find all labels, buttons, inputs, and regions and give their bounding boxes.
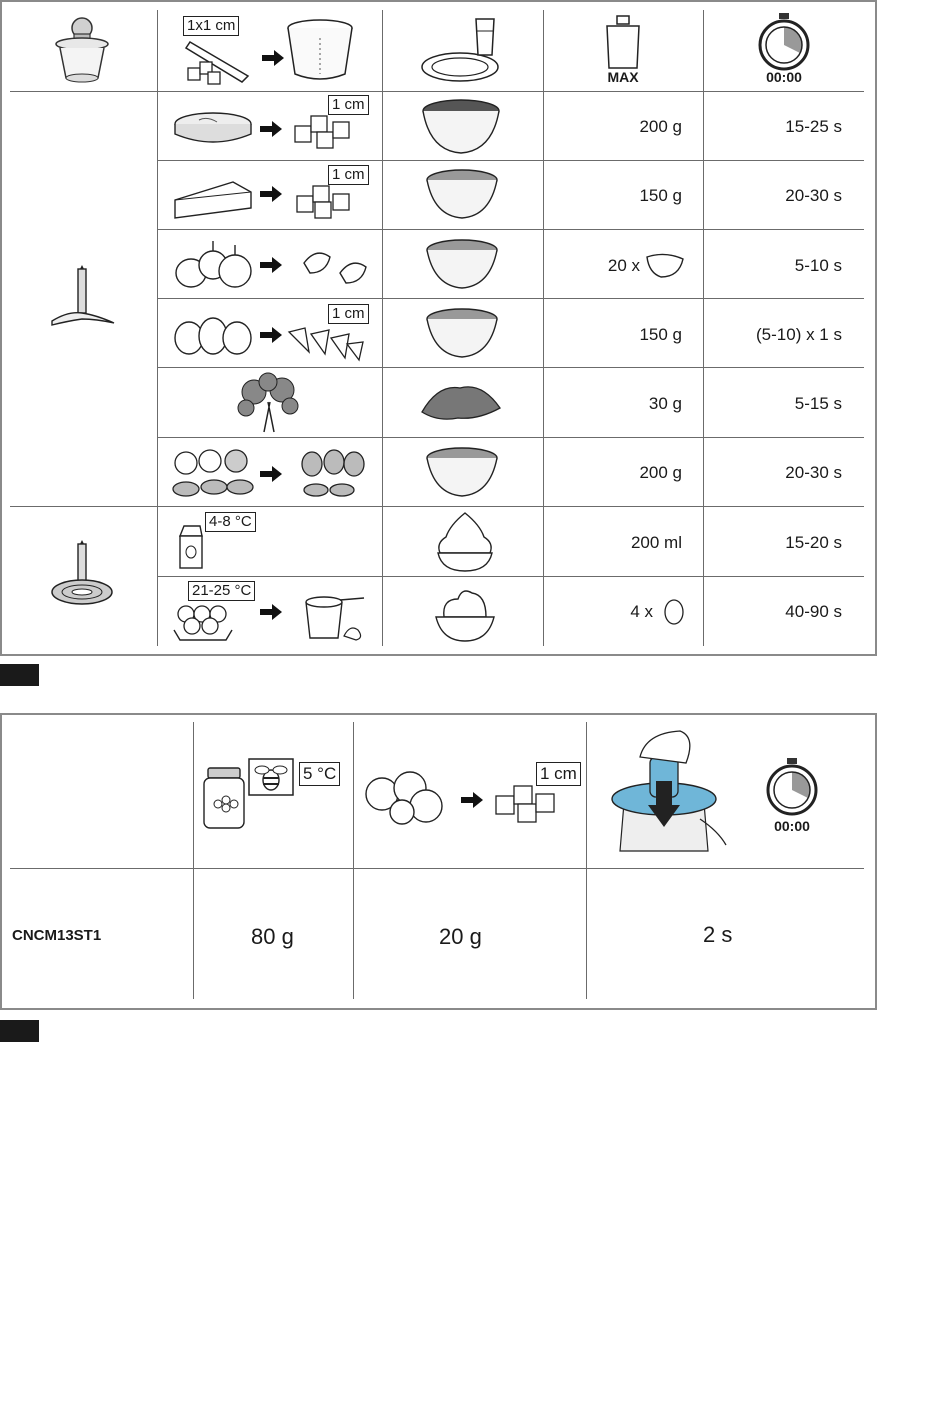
bowl-minced-icon <box>424 236 500 292</box>
table-1-row-divider <box>157 298 864 299</box>
cubes-icon <box>293 112 353 152</box>
chopping-blade-icon <box>50 265 116 329</box>
chopped-herbs-icon <box>418 378 504 422</box>
weight-value: 200 g <box>639 117 682 136</box>
garlic-clove-icon <box>645 251 685 279</box>
arrow-right-icon <box>260 121 282 137</box>
nuts-cut-icon <box>298 448 366 500</box>
garlic-icon <box>173 237 255 291</box>
chopper-bowl-icon <box>52 14 112 86</box>
fruit-amount: 20 g <box>439 924 482 949</box>
meat-icon <box>173 110 253 148</box>
knife-cubes-icon <box>180 38 255 86</box>
honey-amount: 80 g <box>251 924 294 949</box>
plate-glass-icon <box>420 15 505 85</box>
table-2-frame <box>0 713 877 1010</box>
time-value: 15-20 s <box>785 533 842 552</box>
apples-icon <box>364 770 454 826</box>
time-value: 5-15 s <box>794 394 842 413</box>
weight-value: 4 x <box>630 602 653 621</box>
time-value: 20-30 s <box>785 186 842 205</box>
arrow-right-icon <box>260 186 282 202</box>
honey-jar-icon <box>202 766 246 830</box>
time-value: 5-10 s <box>794 256 842 275</box>
cubes-icon <box>293 182 353 222</box>
eggs-carton-icon <box>172 602 234 642</box>
stopwatch-icon <box>764 758 820 816</box>
table-2-divider <box>353 722 354 999</box>
weight-value: 200 g <box>639 463 682 482</box>
table-1-row-divider <box>10 91 864 92</box>
weight-value: 20 x <box>607 256 640 275</box>
press-lid-icon <box>600 727 728 861</box>
timer-label: 00:00 <box>774 818 810 834</box>
table-1-row-divider <box>157 437 864 438</box>
whisk-disc-icon <box>50 540 116 610</box>
cream-carton-icon <box>176 522 206 570</box>
arrow-right-icon <box>260 257 282 273</box>
arrow-right-icon <box>262 50 284 66</box>
cut-size-label: 1 cm <box>328 165 369 185</box>
whipped-egg-white-icon <box>432 583 498 643</box>
weight-value: 150 g <box>639 186 682 205</box>
table-1-row-divider <box>157 160 864 161</box>
time-value: 15-25 s <box>785 117 842 136</box>
nuts-icon <box>170 447 256 501</box>
table-1-divider <box>157 10 158 646</box>
weight-icon <box>603 12 643 70</box>
table-2-divider <box>193 722 194 999</box>
cut-size-label: 1 cm <box>328 304 369 324</box>
weight-value: 200 ml <box>630 533 682 552</box>
parsley-icon <box>234 372 304 434</box>
arrow-right-icon <box>461 792 483 808</box>
cheese-icon <box>173 180 253 220</box>
processing-time: 2 s <box>703 922 733 947</box>
table-2-divider <box>586 722 587 999</box>
weight-value: 150 g <box>639 325 682 344</box>
time-value: (5-10) x 1 s <box>756 325 842 344</box>
whipped-cream-icon <box>432 511 498 573</box>
cut-size-label: 1 cm <box>536 762 581 786</box>
table-1-divider <box>382 10 383 646</box>
arrow-right-icon <box>260 604 282 620</box>
table-1-row-divider <box>157 229 864 230</box>
garlic-cloves-icon <box>300 243 370 285</box>
cubes-icon <box>492 780 562 826</box>
bowl-minced-icon <box>424 166 500 222</box>
bowl-minced-icon <box>424 444 500 500</box>
timer-label: 00:00 <box>766 69 802 85</box>
onion-pieces-icon <box>285 322 365 362</box>
chopper-bowl-open-icon <box>285 18 355 84</box>
weight-value: 30 g <box>648 394 682 413</box>
stopwatch-icon <box>757 13 811 71</box>
time-value: 40-90 s <box>785 602 842 621</box>
onion-icon <box>173 310 255 358</box>
bee-icon <box>248 758 294 796</box>
table-1-row-divider <box>10 506 864 507</box>
table-1-row-divider <box>157 576 864 577</box>
section-marker <box>0 664 39 686</box>
arrow-right-icon <box>260 327 282 343</box>
max-label: MAX <box>607 69 639 85</box>
section-marker <box>0 1020 39 1042</box>
bowl-minced-icon <box>424 305 500 361</box>
bowl-minced-icon <box>420 97 502 157</box>
arrow-right-icon <box>260 466 282 482</box>
cut-size-label: 1 cm <box>328 95 369 115</box>
temperature-label: 5 °C <box>299 762 340 786</box>
size-label: 1x1 cm <box>183 16 239 36</box>
time-value: 20-30 s <box>785 463 842 482</box>
model-number: CNCM13ST1 <box>12 927 102 944</box>
egg-icon <box>663 598 685 626</box>
table-2-row-divider <box>10 868 864 869</box>
table-1-row-divider <box>157 367 864 368</box>
egg-separation-icon <box>300 590 368 642</box>
temperature-label: 4-8 °C <box>205 512 256 532</box>
temperature-label: 21-25 °C <box>188 581 255 601</box>
